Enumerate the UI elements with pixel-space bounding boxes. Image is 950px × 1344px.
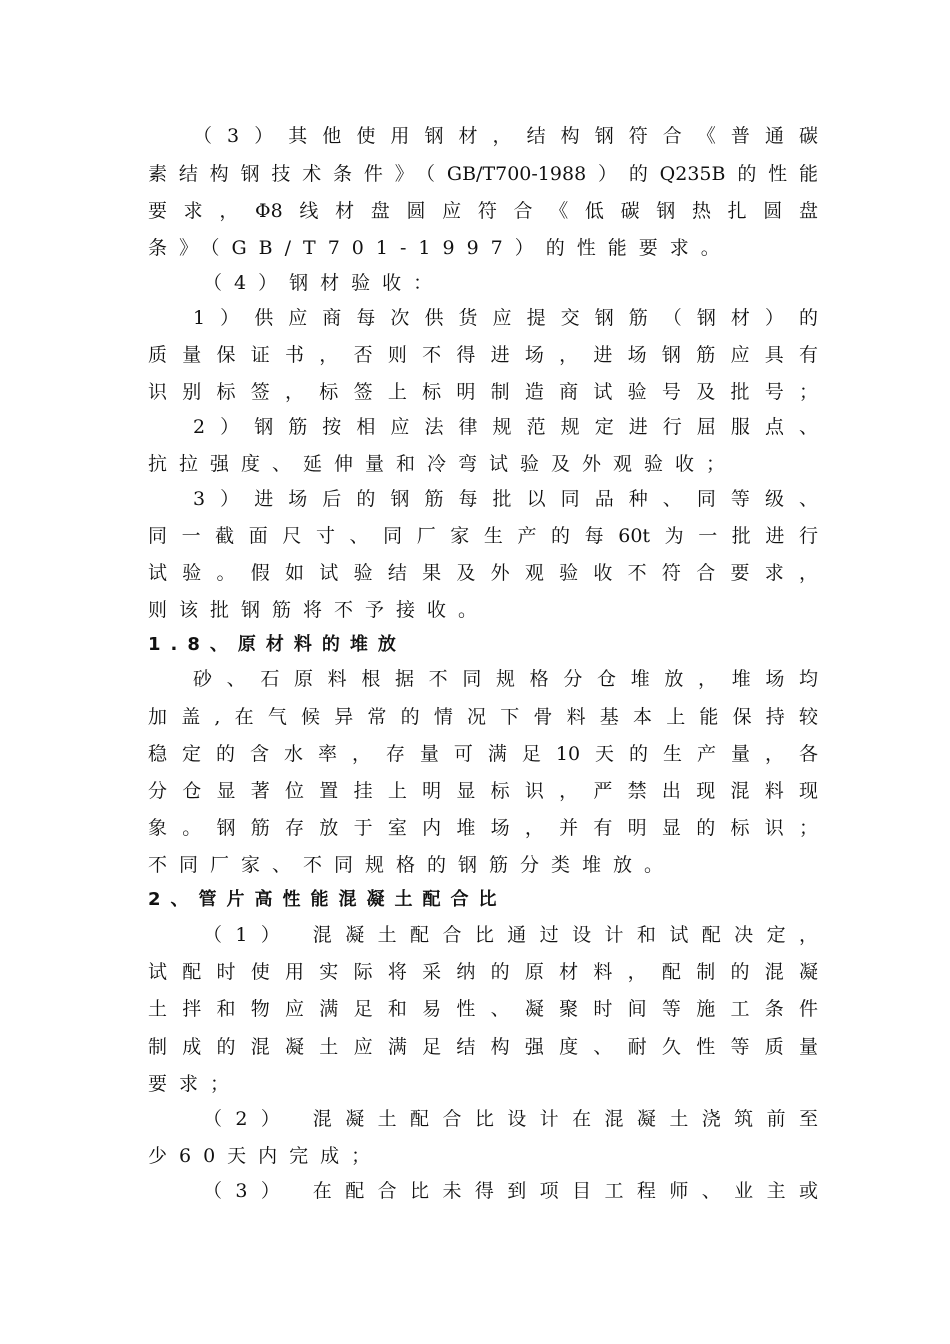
paragraph-line: 制成的混凝土应满足结构强度、耐久性等质量 [148, 1036, 818, 1058]
paragraph-line: 要求，Φ8线材盘圆应符合《低碳钢热扎圆盘 [148, 200, 818, 222]
paragraph-line: （1） 混凝土配合比通过设计和试配决定， [203, 924, 818, 946]
paragraph-line: （2） 混凝土配合比设计在混凝土浇筑前至 [203, 1108, 818, 1130]
paragraph-line: （3）其他使用钢材，结构钢符合《普通碳 [193, 125, 818, 147]
paragraph-line: 质量保证书，否则不得进场，进场钢筋应具有 [148, 344, 818, 366]
paragraph-line: 试配时使用实际将采纳的原材料，配制的混凝 [148, 961, 818, 983]
paragraph-line: 抗拉强度、延伸量和冷弯试验及外观验收； [148, 453, 738, 475]
paragraph-line: 试验。假如试验结果及外观验收不符合要求， [148, 562, 818, 584]
paragraph-line: （4）钢材验收： [203, 272, 445, 294]
paragraph-line: （3） 在配合比未得到项目工程师、业主或 [203, 1180, 818, 1202]
paragraph-line: 砂、石原料根据不同规格分仓堆放，堆场均 [193, 668, 818, 690]
paragraph-line: 要求； [148, 1073, 242, 1095]
paragraph-line: 1）供应商每次供货应提交钢筋（钢材）的 [193, 307, 818, 329]
section-heading: 1.8、原材料的堆放 [148, 634, 406, 655]
paragraph-line: 土拌和物应满足和易性、凝聚时间等施工条件 [148, 998, 818, 1020]
paragraph-line: 素结构钢技术条件》（GB/T700-1988）的Q235B的性能 [148, 163, 818, 185]
paragraph-line: 识别标签，标签上标明制造商试验号及批号； [148, 381, 818, 403]
paragraph-line: 象。钢筋存放于室内堆场，并有明显的标识； [148, 817, 818, 839]
paragraph-line: 则该批钢筋将不予接收。 [148, 599, 490, 621]
paragraph-line: 分仓显著位置挂上明显标识，严禁出现混料现 [148, 780, 818, 802]
section-heading: 2、管片高性能混凝土配合比 [148, 889, 507, 910]
paragraph-line: 条》（GB/T701-1997）的性能要求。 [148, 237, 732, 259]
paragraph-line: 少60天内完成； [148, 1145, 383, 1167]
paragraph-line: 同一截面尺寸、同厂家生产的每60t为一批进行 [148, 525, 818, 547]
paragraph-line: 不同厂家、不同规格的钢筋分类堆放。 [148, 854, 676, 876]
paragraph-line: 3）进场后的钢筋每批以同品种、同等级、 [193, 488, 818, 510]
paragraph-line: 稳定的含水率，存量可满足10天的生产量，各 [148, 743, 818, 765]
paragraph-line: 2）钢筋按相应法律规范规定进行屈服点、 [193, 416, 818, 438]
paragraph-line: 加盖,在气候异常的情况下骨料基本上能保持较 [148, 706, 818, 728]
